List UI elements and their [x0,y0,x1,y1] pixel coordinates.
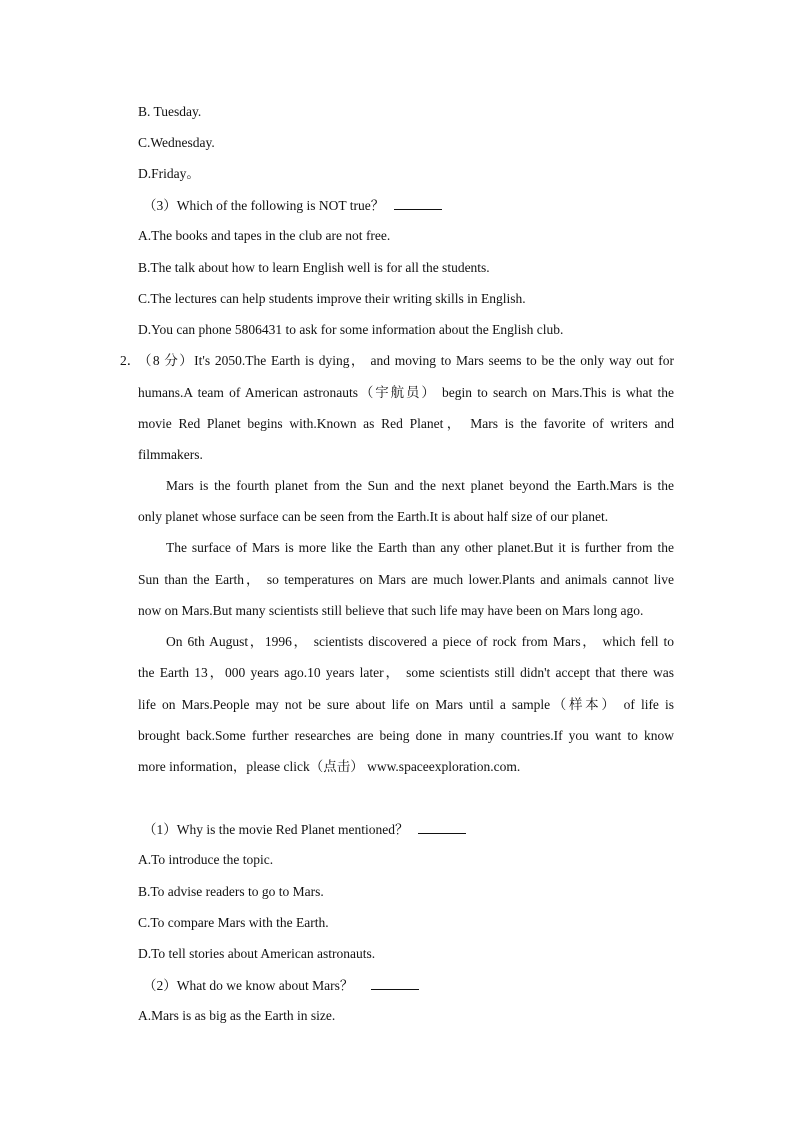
answer-blank [394,197,442,210]
passage-p4-line1: On 6th August，1996， scientists discovered a piece of rock from Mars， which fell to [166,634,674,649]
question-3-option-c: C.The lectures can help students improve their writing skills in English. [138,291,526,306]
passage-p3-line2: Sun than the Earth， so temperatures on Mars are much lower.Plants and animals cannot live [138,572,674,587]
passage-p1-line2: humans.A team of American astronauts（宇航员） begin to search on Mars.This is what the [138,385,674,400]
question-1-option-a: A.To introduce the topic. [138,852,274,867]
question-2-text: （2）What do we know about Mars？ [143,978,354,993]
question-3-option-b: B.The talk about how to learn English well is for all the students. [138,260,490,275]
question-1-option-c: C.To compare Mars with the Earth. [138,915,329,930]
option-c: C.Wednesday. [138,135,215,150]
passage-p1-line1: （8 分）It's 2050.The Earth is dying， and moving to Mars seems to be the only way out for [138,353,674,368]
question-3-option-d: D.You can phone 5806431 to ask for some information about the English club. [138,322,564,337]
question-2 [143,977,419,994]
passage-number: 2． [120,353,141,368]
question-1-option-d: D.To tell stories about American astronauts. [138,946,376,961]
question-3-text: （3）Which of the following is NOT true？ [143,198,385,213]
passage-p4-line2: the Earth 13，000 years ago.10 years later， some scientists still didn't accept that there was [138,665,674,680]
option-d: D.Friday。 [138,166,200,181]
question-3 [143,197,442,214]
question-3-option-a: A.The books and tapes in the club are not free. [138,228,391,243]
passage-p1-line4: filmmakers. [138,447,203,462]
question-1-option-b: B.To advise readers to go to Mars. [138,884,324,899]
option-b: B. Tuesday. [138,104,202,119]
passage-p2-line1: Mars is the fourth planet from the Sun and the next planet beyond the Earth.Mars is the [166,478,674,493]
question-2-option-a: A.Mars is as big as the Earth in size. [138,1008,336,1023]
passage-p4-line5: more information，please click（点击） www.spaceexploration.com. [138,759,521,774]
question-1 [143,821,466,838]
passage-p3-line3: now on Mars.But many scientists still believe that such life may have been on Mars long ago. [138,603,644,618]
answer-blank [371,977,419,990]
question-1-text: （1）Why is the movie Red Planet mentioned？ [143,822,409,837]
passage-p1-line3: movie Red Planet begins with.Known as Red Planet， Mars is the favorite of writers and [138,416,674,431]
passage-p3-line1: The surface of Mars is more like the Earth than any other planet.But it is further from the [166,540,674,555]
passage-p4-line4: brought back.Some further researches are being done in many countries.If you want to know [138,728,674,743]
passage-p4-line3: life on Mars.People may not be sure about life on Mars until a sample（样本） of life is [138,697,674,712]
answer-blank [418,821,466,834]
passage-p2-line2: only planet whose surface can be seen from the Earth.It is about half size of our planet. [138,509,609,524]
